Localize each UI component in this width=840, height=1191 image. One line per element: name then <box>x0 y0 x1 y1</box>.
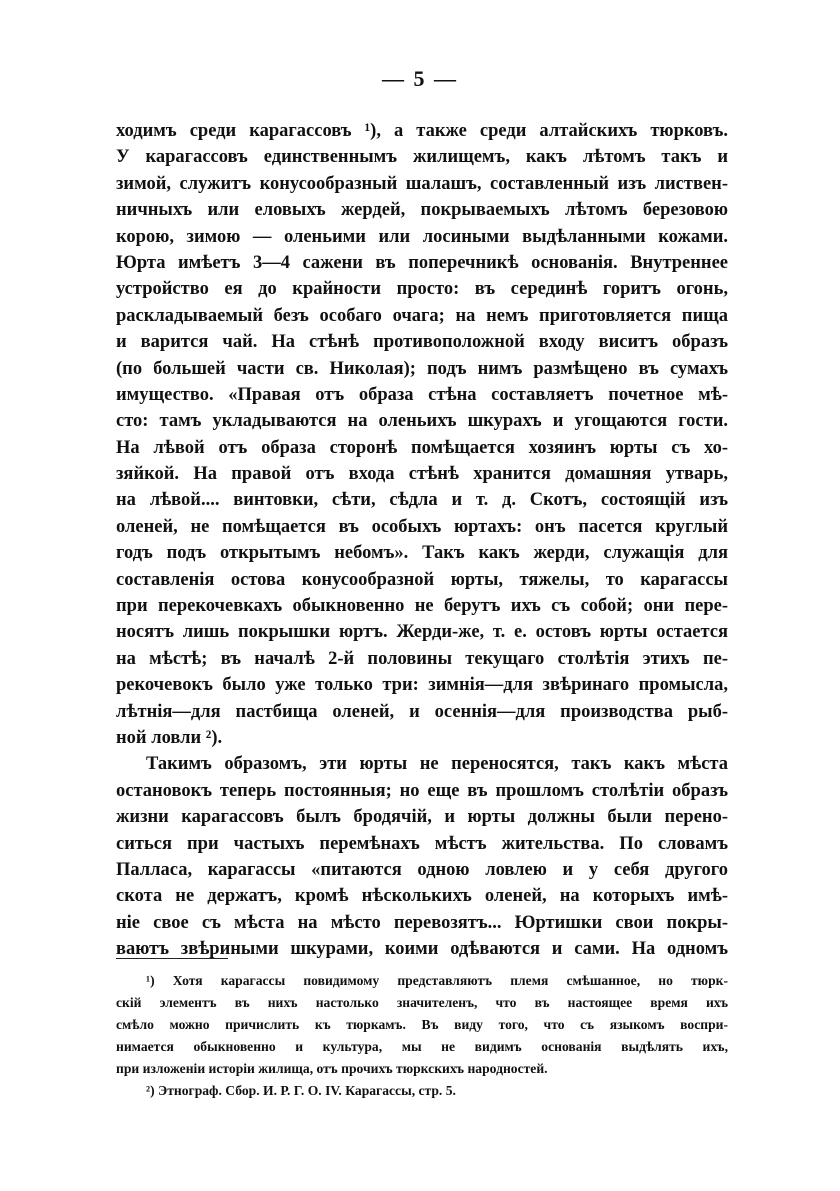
footnote-line: нимается обыкновенно и культура, мы не видимъ основанія выдѣлять ихъ, <box>116 1039 728 1054</box>
text-line: Юрта имѣетъ 3—4 сажени въ поперечникѣ основанія. Внутреннее <box>116 252 728 273</box>
text-line: зяйкой. На правой отъ входа стѣнѣ хранится домашняя утварь, <box>116 464 728 485</box>
text-line: Такимъ образомъ, эти юрты не переносятся, такъ какъ мѣста <box>146 754 728 775</box>
footnotes <box>116 970 728 1102</box>
text-line: на мѣстѣ; въ началѣ 2-й половины текущаго столѣтія этихъ пе- <box>116 648 728 669</box>
text-line: на лѣвой.... винтовки, сѣти, сѣдла и т. д. Скотъ, состоящій изъ <box>116 490 728 511</box>
text-line: остановокъ теперь постоянныя; но еще въ прошломъ столѣтіи образъ <box>116 780 728 801</box>
text-line: (по большей части св. Николая); подъ нимъ размѣщено въ сумахъ <box>116 358 728 379</box>
text-line: Палласа, карагассы «питаются одною ловлею и у себя другого <box>116 859 728 880</box>
text-line: лѣтнія—для пастбища оленей, и осеннія—для производства рыб- <box>116 701 728 722</box>
paragraph-1 <box>116 118 728 751</box>
page-number: — 5 — <box>382 66 458 91</box>
text-line: раскладываемый безъ особаго очага; на немъ приготовляется пища <box>116 305 728 326</box>
footnote-line: ²) Этнограф. Сбор. И. Р. Г. О. IV. Карагассы, стр. 5. <box>146 1083 456 1098</box>
text-line: ситься при частыхъ перемѣнахъ мѣстъ жительства. По словамъ <box>116 833 728 854</box>
text-line: годъ подъ открытымъ небомъ». Такъ какъ жерди, служащія для <box>116 543 728 564</box>
text-line: жизни карагассовъ былъ бродячій, и юрты должны были перено- <box>116 807 728 828</box>
footnote-2 <box>116 1080 728 1102</box>
text-line: скота не держатъ, кромѣ нѣсколькихъ оленей, на которыхъ имѣ- <box>116 886 728 907</box>
footnote-1 <box>116 970 728 1080</box>
paragraph-2 <box>116 751 728 962</box>
text-line: ходимъ среди карагассовъ ¹), а также среди алтайскихъ тюрковъ. <box>116 121 728 141</box>
text-line: рекочевокъ было уже только три: зимнія—для звѣринаго промысла, <box>116 675 728 696</box>
text-line: и варится чай. На стѣнѣ противоположной входу виситъ образъ <box>116 332 728 353</box>
text-line: носятъ лишь покрышки юртъ. Жерди-же, т. е. остовъ юрты остается <box>116 622 728 643</box>
text-line: зимой, служитъ конусообразный шалашъ, составленный изъ листвен- <box>116 173 728 194</box>
text-line: На лѣвой отъ образа сторонѣ помѣщается хозяинъ юрты съ хо- <box>116 437 728 458</box>
text-line: У карагассовъ единственнымъ жилищемъ, какъ лѣтомъ такъ и <box>116 147 728 168</box>
text-line: составленія остова конусообразной юрты, тяжелы, то карагассы <box>116 569 728 590</box>
footnote-line: ¹) Хотя карагассы повидимому представляютъ племя смѣшанное, но тюрк- <box>146 973 728 988</box>
text-line: имущество. «Правая отъ образа стѣна составляетъ почетное мѣ- <box>116 384 728 405</box>
footnote-separator <box>116 958 228 959</box>
text-line: при перекочевкахъ обыкновенно не берутъ ихъ съ собой; они пере- <box>116 596 728 617</box>
text-line: оленей, не помѣщается въ особыхъ юртахъ: онъ пасется круглый <box>116 516 728 537</box>
footnote-line: смѣло можно причислить къ тюркамъ. Въ виду того, что съ языкомъ воспри- <box>116 1017 728 1032</box>
body-text <box>116 118 728 963</box>
footnote-line: скій элементъ въ нихъ настолько значителенъ, что въ настоящее время ихъ <box>116 995 728 1010</box>
text-line: ваютъ звѣриными шкурами, коими одѣваются и сами. На одномъ <box>116 939 728 960</box>
text-line: ніе свое съ мѣста на мѣсто перевозятъ... Юртишки свои покры- <box>116 912 728 933</box>
text-line: ничныхъ или еловыхъ жердей, покрываемыхъ лѣтомъ березовою <box>116 200 728 221</box>
text-line: ной ловли ²). <box>116 727 223 748</box>
text-line: корою, зимою — оленьими или лосиными выдѣланными кожами. <box>116 226 728 247</box>
text-line: сто: тамъ укладываются на оленьихъ шкурахъ и угощаются гости. <box>116 411 728 432</box>
text-line: устройство ея до крайности просто: въ серединѣ горитъ огонь, <box>116 279 728 300</box>
footnote-line: при изложеніи исторіи жилища, отъ прочихъ тюркскихъ народностей. <box>116 1061 548 1076</box>
